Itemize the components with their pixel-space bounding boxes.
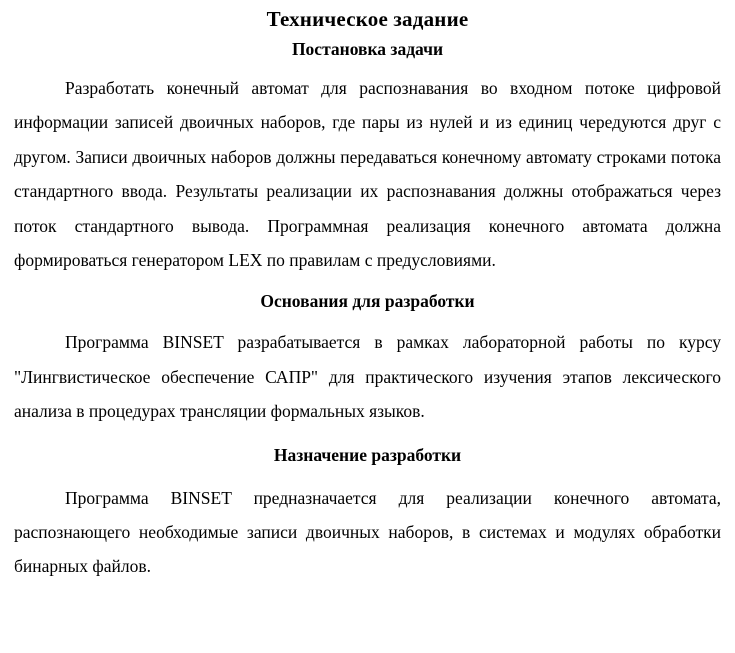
section-heading-problem-statement: Постановка задачи bbox=[291, 39, 444, 59]
section-heading-development-purpose: Назначение разработки bbox=[273, 444, 462, 465]
section-heading-development-basis: Основания для разработки bbox=[260, 291, 475, 312]
section-paragraph-problem-statement: Разработать конечный автомат для распознавания во входном потоке цифровой информации записей двоичных наборов, где пары из нулей и из единиц чередуются друг с другом. Записи двоичных наборов должны передаваться конечному автомату строками потока стандартного ввода. Результаты реализации их распознавания должны отображаться через поток стандартного вывода. Программная реализация конечного автомата должна формироваться генератором LEX по правилам с предусловиями. bbox=[14, 78, 721, 271]
section-paragraph-development-basis: Программа BINSET разрабатывается в рамках лабораторной работы по курсу "Лингвистическое обеспечение САПР" для практического изучения этапов лексического анализа в процедурах трансляции формальных языков. bbox=[14, 332, 721, 422]
document-title: Техническое задание bbox=[266, 7, 469, 31]
section-paragraph-development-purpose: Программа BINSET предназначается для реализации конечного автомата, распознающего необходимые записи двоичных наборов, в системах и модулях обработки бинарных файлов. bbox=[14, 487, 721, 577]
